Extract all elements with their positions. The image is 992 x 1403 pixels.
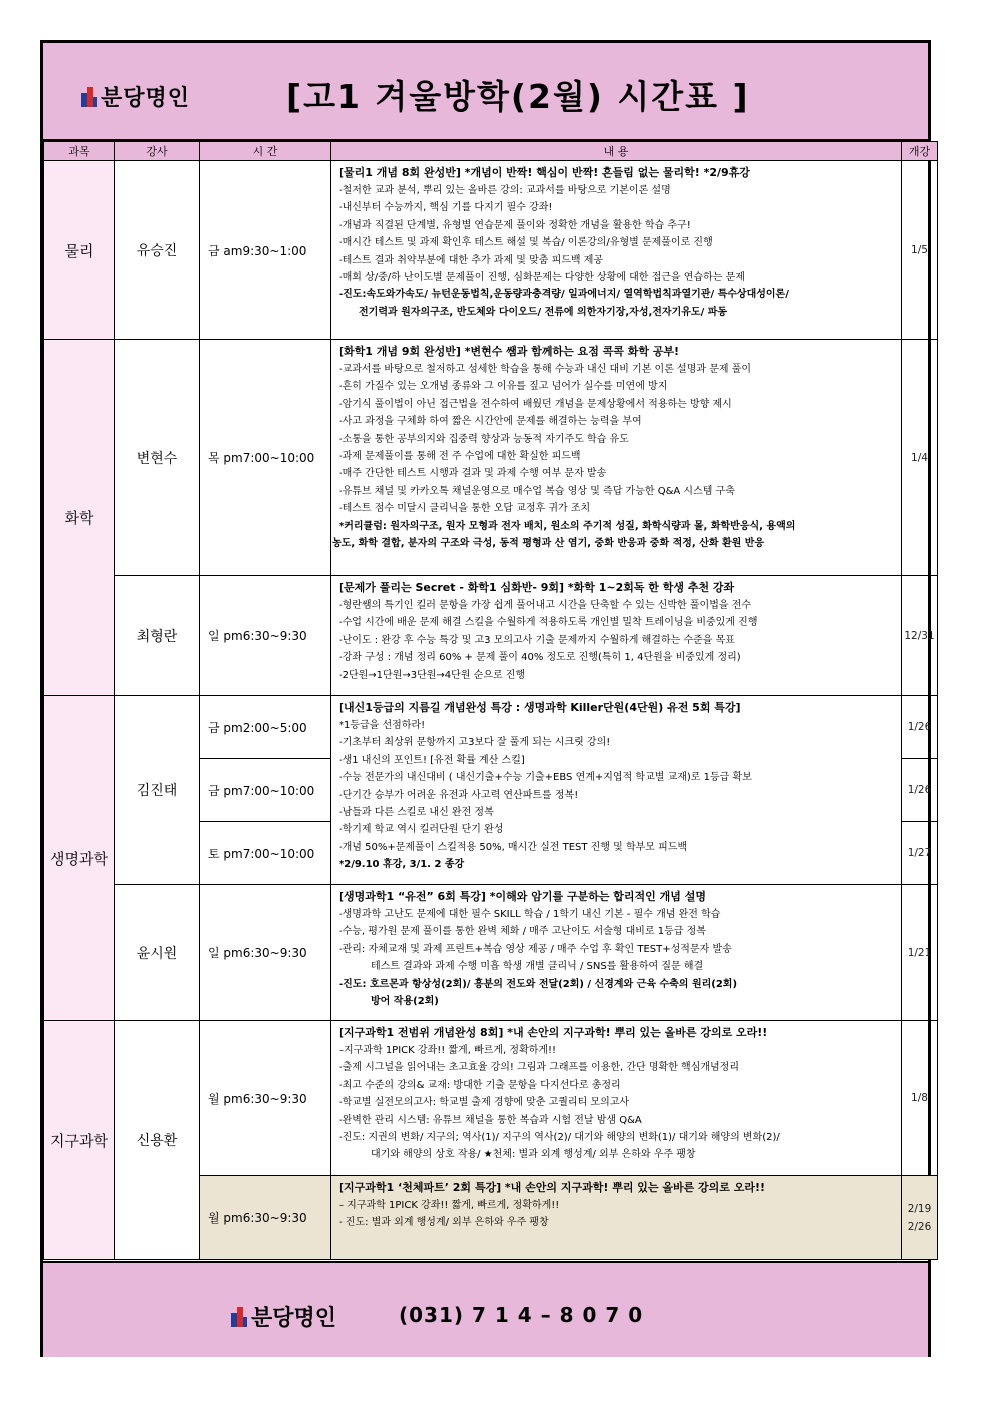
teacher-cell: 최형란 xyxy=(115,576,200,696)
col-teacher: 강사 xyxy=(115,142,200,161)
col-time: 시 간 xyxy=(200,142,331,161)
content-line: -개념과 직결된 단계별, 유형별 연습문제 풀이와 정확한 개념을 활용한 학습 추구! xyxy=(339,219,691,231)
content-line: -진도: 지권의 변화/ 지구의; 역사(1)/ 지구의 역사(2)/ 대기와 해양의 변화(1)/ 대기와 해양의 변화(2)/ xyxy=(339,1132,780,1144)
footer-brand: 분당명인 xyxy=(251,1306,337,1331)
content-cell xyxy=(331,696,902,885)
content-line: -유튜브 채널 및 카카오톡 채널운영으로 매수업 복습 영상 및 즉답 가능한 Q&A 시스템 구축 xyxy=(339,485,735,497)
table-row xyxy=(44,696,938,759)
content-line: -최고 수준의 강의& 교재: 방대한 기출 문항을 다지선다로 총정리 xyxy=(339,1079,621,1091)
course-title: [지구과학1 ‘천체파트’ 2회 특강] *내 손안의 지구과학! 뿌리 있는 올바른 강의로 오라!! xyxy=(339,1181,766,1194)
time-cell: 월 pm6:30~9:30 xyxy=(200,1176,331,1260)
content-line: -학기제 학교 역시 킬러단원 단기 완성 xyxy=(339,824,504,836)
content-line: *1등급을 선점하라! xyxy=(339,720,426,731)
table-row xyxy=(44,161,938,340)
content-cell xyxy=(331,161,902,340)
content-line: -개념 50%+문제풀이 스킬적용 50%, 매시간 실전 TEST 진행 및 학부모 피드백 xyxy=(339,841,688,853)
phone-number: (031) 7 1 4 – 8 0 7 0 xyxy=(399,1303,644,1327)
content-line: -생명과학 고난도 문제에 대한 필수 SKILL 학습 / 1학기 내신 기본 - 필수 개념 완전 학습 xyxy=(339,909,721,920)
time-cell: 일 pm6:30~9:30 xyxy=(200,576,331,696)
time-cell: 일 pm6:30~9:30 xyxy=(200,885,331,1021)
teacher-cell: 유승진 xyxy=(115,161,200,340)
course-title: [내신1등급의 지름길 개념완성 특강 : 생명과학 Killer단원(4단원) 유전 5회 특강] xyxy=(339,701,741,714)
subject-cell: 생명과학 xyxy=(44,696,115,1021)
header-band xyxy=(43,43,928,141)
content-cell xyxy=(331,1021,902,1176)
content-line: -진도:속도와가속도/ 뉴턴운동법칙,운동량과충격량/ 일과에너지/ 열역학법칙과열기관/ 특수상대성이론/ xyxy=(339,289,789,301)
content-line: -테스트 결과 취약부분에 대한 추가 과제 및 맞춤 피드백 제공 xyxy=(339,254,604,266)
start-cell: 1/26 xyxy=(902,759,938,822)
footer-band xyxy=(43,1261,928,1357)
table-row xyxy=(44,576,938,696)
subject-cell: 물리 xyxy=(44,161,115,340)
table-row xyxy=(44,885,938,1021)
start-cell: 1/5 xyxy=(902,161,938,340)
teacher-cell: 신용환 xyxy=(115,1021,200,1260)
content-line: -강좌 구성 : 개념 정리 60% + 문제 풀이 40% 정도로 진행(특히 1, 4단원을 비중있게 정리) xyxy=(339,652,741,664)
start-cell xyxy=(902,1176,938,1260)
content-line: -진도: 호르몬과 항상성(2회)/ 흥분의 전도와 전달(2회) / 신경계와 근육 수축의 원리(2회) xyxy=(339,978,738,990)
content-line: 방어 작용(2회) xyxy=(371,996,439,1008)
time-cell: 금 pm2:00~5:00 xyxy=(200,696,331,759)
content-line: -2단원→1단원→3단원→4단원 순으로 진행 xyxy=(339,669,526,681)
col-subject: 과목 xyxy=(44,142,115,161)
subject-cell: 화학 xyxy=(44,340,115,696)
time-cell: 월 pm6:30~9:30 xyxy=(200,1021,331,1176)
content-line: -형란쌤의 특기인 킬러 문항을 가장 쉽게 풀어내고 시간을 단축할 수 있는 신박한 풀이법을 전수 xyxy=(339,600,752,611)
start-date: 2/19 xyxy=(907,1202,932,1215)
brand-logo-icon xyxy=(231,1307,247,1327)
content-line: -수업 시간에 배운 문제 해결 스킬을 수월하게 적용하도록 개인별 밀착 트레이닝을 비중있게 진행 xyxy=(339,617,758,629)
start-cell: 12/31 xyxy=(902,576,938,696)
teacher-cell: 김진태 xyxy=(115,696,200,885)
content-line: -소통을 통한 공부의지와 집중력 향상과 능동적 자기주도 학습 유도 xyxy=(339,433,629,445)
content-cell xyxy=(331,576,902,696)
content-line: 전기력과 원자의구조, 반도체와 다이오드/ 전류에 의한자기장,자성,전자기유도/ 파동 xyxy=(359,306,728,318)
content-line: -교과서를 바탕으로 철저하고 섬세한 학습을 통해 수능과 내신 대비 기본 이론 설명과 문제 풀이 xyxy=(339,364,752,375)
course-title: [물리1 개념 8회 완성반] *개념이 반짝! 핵심이 반짝! 흔들림 없는 물리학! *2/9휴강 xyxy=(339,166,750,179)
content-line: -암기식 풀이법이 아닌 접근법을 전수하여 배웠던 개념을 문제상황에서 적용하는 방향 제시 xyxy=(339,398,732,410)
brand-logo-icon xyxy=(81,87,97,107)
content-line: 테스트 결과와 과제 수행 미흡 학생 개별 클리닉 / SNS를 활용하여 질문 해결 xyxy=(371,961,704,973)
table-row xyxy=(44,340,938,576)
content-line: -철저한 교과 분석, 뿌리 있는 올바른 강의: 교과서를 바탕으로 기본이론 설명 xyxy=(339,185,671,196)
content-line: -수능 전문가의 내신대비 ( 내신기출+수능 기출+EBS 연계+지엽적 학교별 교재)로 1등급 확보 xyxy=(339,772,752,784)
content-line: 대기와 해양의 상호 작용/ ★천체: 별과 외계 행성계/ 외부 은하와 우주 팽창 xyxy=(371,1149,696,1161)
content-line: -내신부터 수능까지, 핵심 기를 다지기 필수 강좌! xyxy=(339,202,553,214)
footer-logo xyxy=(231,1301,336,1332)
col-content: 내 용 xyxy=(331,142,902,161)
content-line: -수능, 평가원 문제 풀이를 통한 완벽 체화 / 매주 고난이도 서술형 대비로 1등급 정복 xyxy=(339,926,706,938)
subject-cell: 지구과학 xyxy=(44,1021,115,1260)
teacher-cell: 윤시원 xyxy=(115,885,200,1021)
start-date: 2/26 xyxy=(907,1220,932,1233)
time-cell: 목 pm7:00~10:00 xyxy=(200,340,331,576)
content-line: -흔히 가질수 있는 오개념 종류와 그 이유를 짚고 넘어가 실수를 미연에 방지 xyxy=(339,381,668,393)
course-title: [화학1 개념 9회 완성반] *변현수 쌤과 함께하는 요점 콕콕 화학 공부! xyxy=(339,345,680,358)
time-cell: 토 pm7:00~10:00 xyxy=(200,822,331,885)
course-title: [지구과학1 전범위 개념완성 8회] *내 손안의 지구과학! 뿌리 있는 올바른 강의로 오라!! xyxy=(339,1026,768,1039)
content-line: -과제 문제풀이를 통해 전 주 수업에 대한 확실한 피드백 xyxy=(339,451,581,463)
table-header-row xyxy=(44,142,938,161)
start-cell: 1/21 xyxy=(902,885,938,1021)
content-line: -남들과 다른 스킬로 내신 완전 정복 xyxy=(339,807,494,819)
time-cell: 금 am9:30~1:00 xyxy=(200,161,331,340)
header-logo xyxy=(81,81,190,112)
content-cell xyxy=(331,340,902,576)
header-brand: 분당명인 xyxy=(101,86,191,111)
course-title: [문제가 풀리는 Secret - 화학1 심화반- 9회] *화학 1~2회독 한 학생 추천 강좌 xyxy=(339,581,735,594)
start-cell: 1/26 xyxy=(902,696,938,759)
content-line: -기초부터 최상위 문항까지 고3보다 잘 풀게 되는 시크릿 강의! xyxy=(339,737,611,749)
content-line: *2/9.10 휴강, 3/1. 2 종강 xyxy=(339,859,465,871)
content-line: 농도, 화학 결합, 분자의 구조와 극성, 동적 평형과 산 염기, 중화 반응과 중화 적정, 산화 환원 반응 xyxy=(332,538,765,550)
content-line: -매주 간단한 테스트 시행과 결과 및 과제 수행 여부 문자 발송 xyxy=(339,468,607,480)
content-line: -관리: 자체교재 및 과제 프린트+복습 영상 제공 / 매주 수업 후 확인 TEST+성적문자 발송 xyxy=(339,943,732,955)
content-line: -테스트 점수 미달시 클리닉을 통한 오답 교정후 귀가 조치 xyxy=(339,503,591,515)
content-line: -단기간 승부가 어려운 유전과 사고력 연산파트를 정복! xyxy=(339,789,579,801)
start-cell: 1/8 xyxy=(902,1021,938,1176)
time-cell: 금 pm7:00~10:00 xyxy=(200,759,331,822)
start-cell: 1/27 xyxy=(902,822,938,885)
timetable xyxy=(43,141,938,1260)
content-line: *커리큘럼: 원자의구조, 원자 모형과 전자 배치, 원소의 주기적 성질, 화학식량과 몰, 화학반응식, 용액의 xyxy=(339,520,796,532)
timetable-sheet xyxy=(40,40,935,1357)
course-title: [생명과학1 “유전” 6회 특강] *이해와 암기를 구분하는 합리적인 개념 설명 xyxy=(339,890,706,903)
content-line: -사고 과정을 구체화 하여 짧은 시간안에 문제를 해결하는 능력을 부여 xyxy=(339,416,642,428)
table-row xyxy=(44,1021,938,1176)
content-line: –지구과학 1PICK 강좌!! 짧게, 빠르게, 정확하게!! xyxy=(339,1045,557,1056)
content-line: -매시간 테스트 및 과제 확인후 테스트 해설 및 복습/ 이론강의/유형별 문제풀이로 진행 xyxy=(339,237,713,249)
teacher-cell: 변현수 xyxy=(115,340,200,576)
content-line: -매회 상/중/하 난이도별 문제풀이 진행, 심화문제는 다양한 상황에 대한 접근을 연습하는 문제 xyxy=(339,272,745,284)
content-cell xyxy=(331,1176,902,1260)
content-line: -완벽한 관리 시스템: 유튜브 채널을 통한 복습과 시험 전날 밤샘 Q&A xyxy=(339,1114,642,1126)
content-line: -난이도 : 완강 후 수능 특강 및 고3 모의고사 기출 문제까지 수월하게 해결하는 수준을 목표 xyxy=(339,634,735,646)
content-line: -생1 내신의 포인트! [유전 확률 계산 스킬] xyxy=(339,754,525,766)
content-line: -학교별 실전모의고사: 학교별 출제 경향에 맞춘 고퀄리티 모의고사 xyxy=(339,1097,630,1109)
content-line: – 지구과학 1PICK 강좌!! 짧게, 빠르게, 정확하게!! xyxy=(339,1200,560,1211)
content-cell xyxy=(331,885,902,1021)
content-line: -출제 시그널을 읽어내는 초고효율 강의! 그림과 그래프를 이용한, 간단 명확한 핵심개념정리 xyxy=(339,1062,740,1074)
content-line: - 진도: 별과 외계 행성계/ 외부 은하와 우주 팽창 xyxy=(339,1217,549,1229)
page-title: [고1 겨울방학(2월) 시간표 ] xyxy=(286,77,750,116)
start-cell: 1/4 xyxy=(902,340,938,576)
col-start: 개강 xyxy=(902,142,938,161)
